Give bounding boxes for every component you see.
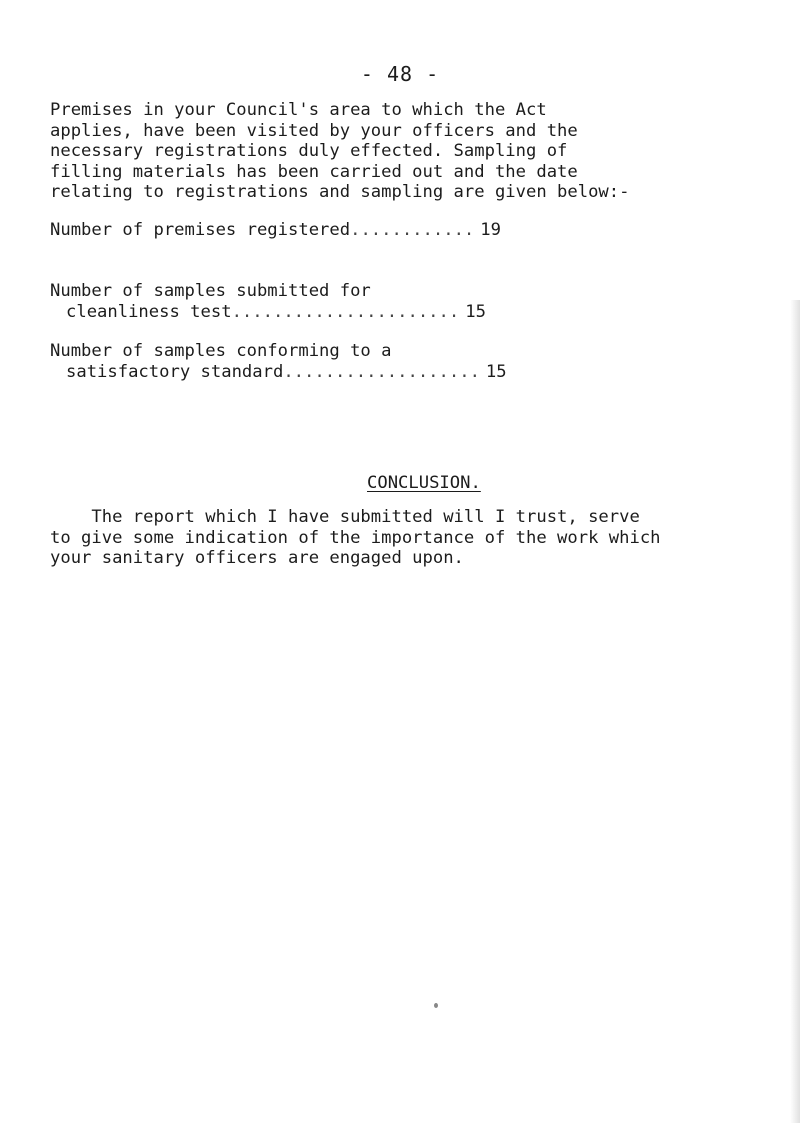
stat-label: cleanliness test [66, 301, 232, 322]
ink-speck [434, 1003, 438, 1008]
conclusion-line: The report which I have submitted will I trust, serve [50, 507, 640, 527]
stat-samples-submitted [50, 281, 750, 322]
leader-dots: ...................... [231, 301, 460, 322]
conclusion-paragraph [50, 507, 770, 569]
intro-line: Premises in your Council's area to which the Act [50, 100, 547, 120]
conclusion-heading: CONCLUSION. [367, 473, 481, 493]
stat-label: satisfactory standard [66, 361, 284, 382]
stat-premises-registered [50, 220, 750, 241]
stat-line [50, 302, 750, 323]
page-number: - 48 - [360, 62, 440, 86]
stat-line [50, 220, 750, 241]
intro-line: relating to registrations and sampling are given below:- [50, 182, 630, 202]
stat-line: Number of samples conforming to a [50, 341, 392, 361]
conclusion-line: your sanitary officers are engaged upon. [50, 548, 464, 568]
leader-dots: ............ [350, 220, 475, 240]
leader-dots: ................... [283, 361, 480, 382]
page-edge-shadow [790, 300, 800, 1123]
stat-value: 19 [480, 220, 501, 240]
stat-label: Number of premises registered [50, 220, 351, 240]
intro-line: necessary registrations duly effected. Sampling of [50, 141, 568, 161]
stat-line [50, 362, 750, 383]
intro-paragraph [50, 100, 770, 203]
stat-value: 15 [465, 301, 486, 322]
conclusion-line: to give some indication of the importance of the work which [50, 527, 661, 548]
stat-value: 15 [485, 361, 507, 382]
stat-samples-conforming [50, 341, 750, 382]
intro-line: filling materials has been carried out and the date [50, 161, 578, 182]
stat-line: Number of samples submitted for [50, 281, 371, 301]
intro-line: applies, have been visited by your officers and the [50, 120, 578, 141]
